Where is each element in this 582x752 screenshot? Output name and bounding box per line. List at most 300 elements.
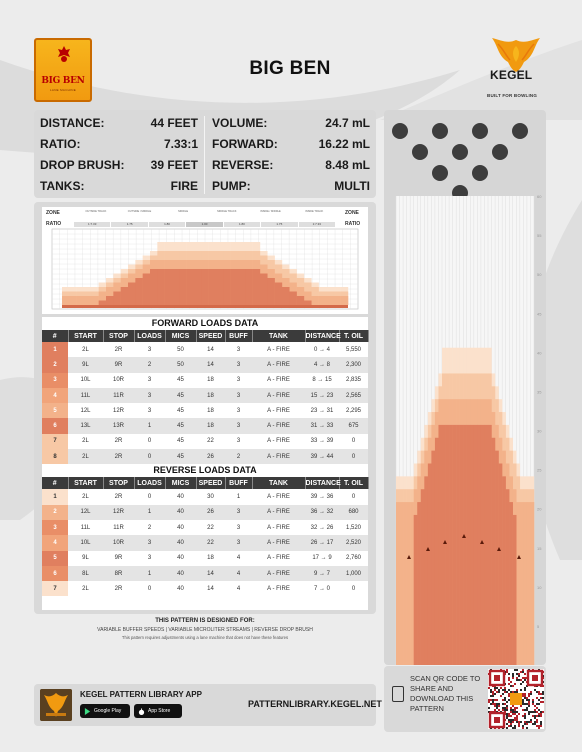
- qr-module: [492, 695, 494, 697]
- table-cell: 3: [236, 377, 241, 384]
- qr-module: [538, 725, 540, 727]
- forward-column-header: #: [42, 330, 68, 342]
- google-play-button[interactable]: [80, 704, 130, 718]
- stat-label: VOLUME:: [212, 116, 268, 130]
- qr-module: [524, 679, 526, 681]
- qr-module: [508, 721, 510, 723]
- qr-module: [518, 725, 520, 727]
- stat-pump: [212, 176, 370, 196]
- reverse-column-header: STOP: [103, 477, 134, 489]
- qr-module: [536, 725, 538, 727]
- table-cell: 0: [351, 438, 356, 445]
- phone-scan-icon: [392, 686, 404, 702]
- table-cell: A - FIRE: [252, 388, 305, 403]
- qr-module: [512, 705, 514, 707]
- table-cell: 14: [207, 585, 214, 592]
- lane-oil-board: [488, 425, 492, 665]
- table-cell: 26: [196, 449, 225, 464]
- qr-module: [514, 709, 516, 711]
- table-row: [42, 520, 368, 535]
- stat-value: MULTI: [334, 179, 370, 193]
- qr-module: [526, 727, 528, 729]
- reverse-column-header: DISTANCE: [305, 477, 339, 489]
- row-number: 1: [42, 342, 68, 357]
- qr-module: [528, 721, 530, 723]
- kegel-tagline: BUILT FOR BOWLING: [487, 93, 538, 98]
- lane-oil-board: [424, 476, 428, 665]
- pattern-stats: [34, 110, 376, 198]
- zone-label-right: ZONE: [345, 210, 359, 216]
- qr-module: [514, 719, 516, 721]
- chart-bar: [201, 269, 209, 305]
- table-cell: 2: [225, 449, 252, 464]
- zone-ratio-cell: 1.75: [261, 222, 297, 227]
- qr-module: [536, 697, 538, 699]
- qr-module: [536, 707, 538, 709]
- qr-module: [540, 711, 542, 713]
- app-eagle-icon: [40, 689, 72, 721]
- row-number: 8: [42, 449, 68, 464]
- qr-module: [504, 689, 506, 691]
- table-cell: 2,835: [345, 377, 361, 384]
- qr-module: [532, 723, 534, 725]
- chart-bar: [289, 292, 297, 306]
- row-number: 5: [42, 551, 68, 566]
- qr-module: [510, 691, 512, 693]
- qr-module: [534, 689, 536, 691]
- qr-module: [510, 721, 512, 723]
- stat-label: REVERSE:: [212, 158, 274, 172]
- row-number: 7: [42, 434, 68, 449]
- table-cell: 10R: [112, 377, 124, 384]
- forward-loads-table: [42, 330, 369, 464]
- table-cell: 40: [177, 585, 184, 592]
- lane-scale-label: 60: [537, 194, 542, 199]
- qr-module: [530, 719, 532, 721]
- qr-module: [526, 723, 528, 725]
- table-cell: 3: [225, 418, 252, 433]
- stat-distance: [40, 113, 198, 133]
- qr-module: [508, 689, 510, 691]
- lane-scale-label: 30: [537, 428, 542, 434]
- table-row: [42, 551, 368, 566]
- app-promo-bar: [34, 684, 382, 726]
- qr-module: [522, 681, 524, 683]
- pattern-description: [34, 618, 376, 640]
- qr-module: [528, 711, 530, 713]
- qr-module: [512, 721, 514, 723]
- qr-module: [528, 705, 530, 707]
- description-features: VARIABLE BUFFER SPEEDS | VARIABLE MICROLITER STREAMS | REVERSE DROP BRUSH: [97, 627, 313, 633]
- qr-module: [524, 677, 526, 679]
- table-cell: 1: [134, 566, 165, 581]
- qr-module: [528, 693, 530, 695]
- qr-module: [532, 703, 534, 705]
- lane-oil-board: [396, 502, 400, 665]
- lane-oil-board: [499, 463, 503, 665]
- pin-icon: [392, 123, 408, 139]
- table-cell: 14: [207, 346, 214, 353]
- qr-module: [504, 687, 506, 689]
- stat-value: 24.7 mL: [325, 116, 370, 130]
- reverse-column-header: T. OIL: [339, 477, 368, 489]
- chart-bar: [245, 269, 253, 305]
- app-title: KEGEL PATTERN LIBRARY APP: [80, 690, 202, 699]
- stat-value: 39 FEET: [150, 158, 198, 172]
- qr-module: [512, 709, 514, 711]
- description-note: This pattern requires adjustments using a lane machine that does not have these features: [121, 635, 289, 640]
- zone-heading: MIDDLE TRACK: [217, 210, 237, 213]
- lane-oil-board: [502, 476, 506, 665]
- qr-module: [522, 671, 524, 673]
- table-cell: A - FIRE: [252, 535, 305, 550]
- qr-module: [536, 691, 538, 693]
- qr-module: [532, 699, 534, 701]
- qr-module: [538, 713, 540, 715]
- chart-bar: [143, 274, 151, 306]
- row-number: 3: [42, 520, 68, 535]
- forward-table-title: FORWARD LOADS DATA: [151, 318, 259, 328]
- table-cell: 39 → 44: [305, 449, 339, 464]
- table-row: [42, 403, 368, 418]
- lane-oil-board: [453, 425, 457, 665]
- table-cell: A - FIRE: [252, 566, 305, 581]
- qr-finder-core: [494, 717, 500, 723]
- reverse-column-header: START: [68, 477, 103, 489]
- oil-graph: [42, 207, 368, 314]
- qr-module: [542, 711, 544, 713]
- chart-bar: [157, 269, 165, 305]
- lane-oil-board: [407, 502, 411, 665]
- qr-module: [490, 691, 492, 693]
- table-cell: 23 → 31: [310, 407, 334, 414]
- qr-module: [496, 687, 498, 689]
- row-number: 4: [42, 535, 68, 550]
- qr-module: [524, 723, 526, 725]
- table-cell: 30: [207, 494, 214, 501]
- qr-module: [532, 715, 534, 717]
- lane-oil-board: [463, 425, 467, 665]
- forward-column-header: BUFF: [225, 330, 252, 342]
- chart-bar: [311, 296, 319, 305]
- qr-module: [518, 679, 520, 681]
- table-cell: A - FIRE: [267, 377, 290, 384]
- qr-module: [494, 709, 496, 711]
- chart-bar: [150, 269, 158, 305]
- qr-module: [514, 683, 516, 685]
- qr-module: [510, 715, 512, 717]
- lane-oil-board: [410, 502, 414, 665]
- qr-module: [510, 685, 512, 687]
- table-cell: 0: [351, 585, 356, 592]
- qr-module: [522, 703, 524, 705]
- qr-module: [536, 721, 538, 723]
- qr-module: [496, 699, 498, 701]
- qr-module: [516, 707, 518, 709]
- qr-module: [518, 675, 520, 677]
- chart-bar: [326, 296, 334, 305]
- table-cell: 11L: [80, 524, 91, 531]
- qr-module: [516, 677, 518, 679]
- qr-module: [520, 705, 522, 707]
- chart-bar: [253, 269, 261, 305]
- table-cell: 13R: [103, 418, 134, 433]
- reverse-column-header: TANK: [252, 477, 305, 489]
- chart-bar: [135, 278, 143, 305]
- qr-module: [540, 693, 542, 695]
- table-cell: 1: [134, 418, 165, 433]
- qr-module: [534, 715, 536, 717]
- crest-icon: [56, 45, 72, 63]
- qr-module: [522, 715, 524, 717]
- table-cell: A - FIRE: [267, 555, 290, 562]
- reverse-column-header: #: [42, 477, 68, 489]
- table-cell: 8R: [103, 566, 134, 581]
- chart-bar: [209, 269, 217, 305]
- qr-module: [528, 701, 530, 703]
- chart-bar: [179, 269, 187, 305]
- qr-module: [518, 721, 520, 723]
- table-cell: 10L: [80, 377, 91, 384]
- qr-module: [534, 709, 536, 711]
- qr-module: [522, 701, 524, 703]
- qr-module: [518, 673, 520, 675]
- table-cell: 18: [196, 418, 225, 433]
- qr-module: [534, 721, 536, 723]
- qr-module: [520, 679, 522, 681]
- table-row: [42, 388, 368, 403]
- forward-column-header: TANK: [252, 330, 305, 342]
- table-cell: A - FIRE: [252, 449, 305, 464]
- reverse-column-header: MICS: [165, 477, 196, 489]
- table-cell: 3: [147, 377, 152, 384]
- pin-icon: [432, 165, 448, 181]
- table-cell: 12L: [68, 505, 103, 520]
- table-cell: 0: [134, 449, 165, 464]
- table-cell: 0: [147, 585, 152, 592]
- qr-module: [516, 689, 518, 691]
- lane-scale-label: 35: [537, 389, 542, 395]
- chart-bar: [297, 296, 305, 305]
- table-cell: 33 → 39: [310, 438, 334, 445]
- zone-label-left: ZONE: [46, 210, 60, 216]
- table-cell: 2: [134, 357, 165, 372]
- qr-module: [538, 727, 540, 729]
- qr-module: [514, 691, 516, 693]
- qr-module: [524, 697, 526, 699]
- table-cell: 5,550: [345, 346, 361, 353]
- stat-label: TANKS:: [40, 179, 85, 193]
- qr-module: [530, 693, 532, 695]
- reverse-loads-table: [42, 477, 369, 596]
- qr-module: [506, 669, 508, 671]
- qr-module: [494, 699, 496, 701]
- stat-value: 8.48 mL: [325, 158, 370, 172]
- qr-module: [516, 717, 518, 719]
- qr-module: [506, 723, 508, 725]
- lane-oil-board: [417, 502, 421, 665]
- table-cell: 45: [177, 377, 184, 384]
- row-number: 6: [42, 418, 68, 433]
- table-cell: A - FIRE: [267, 407, 290, 414]
- qr-module: [526, 699, 528, 701]
- qr-instructions: SCAN QR CODE TO SHARE AND DOWNLOAD THIS PATTERN: [410, 674, 481, 713]
- table-cell: 9R: [103, 357, 134, 372]
- qr-module: [520, 689, 522, 691]
- qr-module: [508, 673, 510, 675]
- qr-module: [516, 669, 518, 671]
- table-cell: 8 → 15: [312, 377, 332, 384]
- qr-module: [504, 707, 506, 709]
- qr-module: [514, 711, 516, 713]
- qr-module: [524, 713, 526, 715]
- table-cell: 2: [147, 524, 152, 531]
- library-url[interactable]: PATTERNLIBRARY.KEGEL.NET: [248, 699, 382, 709]
- table-cell: 1,520: [345, 524, 361, 531]
- lane-oil-board: [477, 425, 481, 665]
- table-cell: 40: [165, 535, 196, 550]
- table-cell: 7 → 0: [313, 585, 330, 592]
- zone-ratio-cell: 1.00: [186, 222, 222, 227]
- lane-scale-label: 20: [537, 506, 542, 512]
- lane-oil-board: [446, 425, 450, 665]
- qr-module: [532, 701, 534, 703]
- reverse-table-header: [42, 477, 368, 489]
- table-cell: 50: [177, 346, 184, 353]
- stat-label: RATIO:: [40, 137, 81, 151]
- zone-ratio-cell: 1.75: [111, 222, 147, 227]
- table-row: [42, 418, 368, 433]
- table-cell: 22: [207, 524, 214, 531]
- table-cell: 14: [196, 566, 225, 581]
- stat-value: 44 FEET: [150, 116, 198, 130]
- table-cell: 40: [177, 524, 184, 531]
- table-cell: 2L: [82, 438, 89, 445]
- table-cell: 11L: [68, 388, 103, 403]
- qr-module: [492, 703, 494, 705]
- forward-table-header: [42, 330, 368, 342]
- table-cell: 11R: [113, 524, 124, 531]
- qr-module: [528, 699, 530, 701]
- qr-module: [506, 671, 508, 673]
- row-number: 5: [42, 403, 68, 418]
- table-cell: 675: [339, 418, 368, 433]
- qr-panel: [384, 666, 546, 732]
- qr-module: [500, 695, 502, 697]
- qr-module: [532, 711, 534, 713]
- qr-module: [536, 711, 538, 713]
- table-cell: 0: [147, 494, 152, 501]
- table-cell: 22: [207, 438, 214, 445]
- reverse-column-header: SPEED: [196, 477, 225, 489]
- qr-code[interactable]: [488, 669, 544, 729]
- qr-module: [496, 705, 498, 707]
- app-store-button[interactable]: [134, 704, 182, 718]
- stat-reverse: [212, 155, 370, 175]
- qr-module: [524, 673, 526, 675]
- qr-module: [528, 695, 530, 697]
- row-number: 3: [42, 373, 68, 388]
- chart-bar: [319, 296, 327, 305]
- table-cell: 18: [207, 377, 214, 384]
- table-cell: A - FIRE: [252, 418, 305, 433]
- ratio-label-left: RATIO: [46, 221, 62, 227]
- table-cell: 13L: [68, 418, 103, 433]
- qr-module: [518, 723, 520, 725]
- qr-module: [542, 693, 544, 695]
- table-cell: 45: [165, 449, 196, 464]
- qr-module: [508, 725, 510, 727]
- table-cell: A - FIRE: [267, 494, 290, 501]
- qr-module: [542, 701, 544, 703]
- table-cell: 9R: [114, 555, 123, 562]
- qr-module: [510, 711, 512, 713]
- loads-panel: [34, 202, 376, 614]
- table-cell: 2L: [82, 585, 89, 592]
- table-cell: 3: [236, 524, 241, 531]
- table-cell: 3: [225, 505, 252, 520]
- qr-module: [542, 697, 544, 699]
- qr-module: [522, 699, 524, 701]
- qr-module: [524, 717, 526, 719]
- qr-module: [506, 701, 508, 703]
- chart-bar: [333, 296, 341, 305]
- qr-module: [512, 673, 514, 675]
- lane-oil-board: [513, 515, 517, 665]
- stat-label: DROP BRUSH:: [40, 158, 125, 172]
- qr-module: [498, 689, 500, 691]
- qr-module: [516, 673, 518, 675]
- qr-module: [504, 699, 506, 701]
- lane-oil-board: [495, 451, 499, 665]
- table-cell: 45: [177, 438, 184, 445]
- table-cell: A - FIRE: [267, 346, 290, 353]
- qr-module: [526, 721, 528, 723]
- table-cell: 10L: [68, 535, 103, 550]
- lane-oil-board: [428, 463, 432, 665]
- chart-bar: [260, 274, 268, 306]
- qr-module: [504, 691, 506, 693]
- reverse-table-title: REVERSE LOADS DATA: [153, 465, 257, 476]
- qr-module: [514, 669, 516, 671]
- table-cell: 18: [196, 388, 225, 403]
- lane-oil-board: [442, 425, 446, 665]
- qr-module: [508, 719, 510, 721]
- google-play-icon: [84, 708, 91, 715]
- lane-scale-label: 10: [537, 584, 542, 590]
- qr-module: [516, 711, 518, 713]
- qr-module: [490, 699, 492, 701]
- qr-module: [494, 689, 496, 691]
- lane-scale-label: 40: [537, 350, 542, 356]
- qr-module: [516, 691, 518, 693]
- qr-module: [528, 703, 530, 705]
- qr-module: [494, 703, 496, 705]
- chart-bar: [187, 269, 195, 305]
- qr-module: [512, 675, 514, 677]
- table-cell: 3: [236, 346, 241, 353]
- table-cell: 26: [196, 505, 225, 520]
- table-cell: 2L: [82, 346, 89, 353]
- row-number: 2: [42, 505, 68, 520]
- qr-module: [514, 707, 516, 709]
- table-cell: 3: [147, 346, 152, 353]
- qr-module: [508, 693, 510, 695]
- table-cell: 40: [177, 555, 184, 562]
- lane-oil-board: [421, 489, 425, 665]
- page-title: BIG BEN: [249, 58, 331, 79]
- qr-module: [538, 709, 540, 711]
